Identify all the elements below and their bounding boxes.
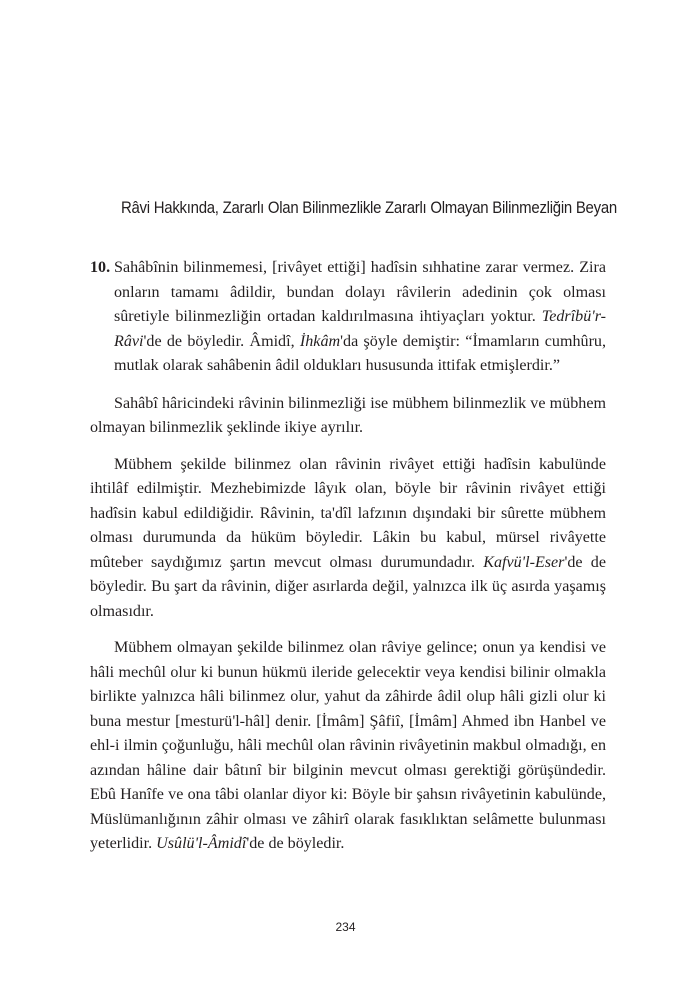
book-title: İhkâm	[299, 332, 341, 350]
numbered-item	[90, 256, 606, 379]
paragraph: Mübhem şekilde bilinmez olan râvinin rivâyet ettiği hadîsin kabulünde ihtilâf edilmiştir. Mezhebimizde lâyık olan, böyle bir râvinin rivâyet ettiği hadîsin kabul edildiğidir. Râvinin, ta'dîl lafzının dışındaki bir sûrette mübhem olması durumunda da hüküm böyledir. Lâkin bu kabul, mürsel rivâyette mûteber saydığımız şartın mevcut olması durumundadır. Kafvü'l-Eser'de de böyledir. Bu şart da râvinin, diğer asırlarda değil, yalnızca ilk üç asırda yaşamış olmasıdır.	[90, 455, 606, 620]
item-text: Sahâbînin bilinmemesi, [rivâyet ettiği] hadîsin sıhhatine zarar vermez. Zira onların tamamı âdildir, bundan dolayı râvilerin adedinin çok olması sûretiyle bilinmezliğin ortadan kaldırılmasına ihtiyaçları yoktur. Tedrîbü'r-Râvi'de de böyledir. Âmidî, İhkâm'da şöyle demiştir: “İmamların cumhûru, mutlak olarak sahâbenin âdil oldukları hususunda ittifak etmişlerdir.”	[114, 259, 607, 374]
item-number: 10.	[90, 259, 111, 276]
book-title: Tedrîbü'r-Râvi	[114, 308, 606, 350]
section-heading: Râvi Hakkında, Zararlı Olan Bilinmezlikle Zararlı Olmayan Bilinmezliğin Beyan	[120, 198, 617, 217]
book-title: Kafvü'l-Eser	[483, 553, 565, 571]
page-number: 234	[335, 920, 356, 934]
body-text	[90, 256, 606, 869]
book-title: Usûlü'l-Âmidî	[156, 835, 247, 852]
paragraph: Mübhem olmayan şekilde bilinmez olan râviye gelince; onun ya kendisi ve hâli mechûl olur ki bunun hükmü ileride gelecektir veya kendisi bilinir olmakla birlikte yalnızca hâli bilinmez olur, yahut da zâhirde âdil olup hâli gizli olur ki buna mestur [mesturü'l-hâl] denir. [İmâm] Şâfiî, [İmâm] Ahmed ibn Hanbel ve ehl-i ilmin çoğunluğu, hâli mechûl olan râvinin rivâyetinin makbul olmadığı, en azından hâline dair bâtınî bir bilginin mevcut olması gerektiği görüşündedir. Ebû Hanîfe ve ona tâbi olanlar diyor ki: Böyle bir şahsın rivâyetinin kabulünde, Müslümanlığının zâhir olması ve zâhirî olarak fasıklıktan selâmette bulunması yeterlidir. Usûlü'l-Âmidî'de de böyledir.	[90, 639, 606, 852]
paragraph: Sahâbî hâricindeki râvinin bilinmezliği ise mübhem bilinmezlik ve mübhem olmayan bilinmezlik şeklinde ikiye ayrılır.	[90, 394, 606, 436]
